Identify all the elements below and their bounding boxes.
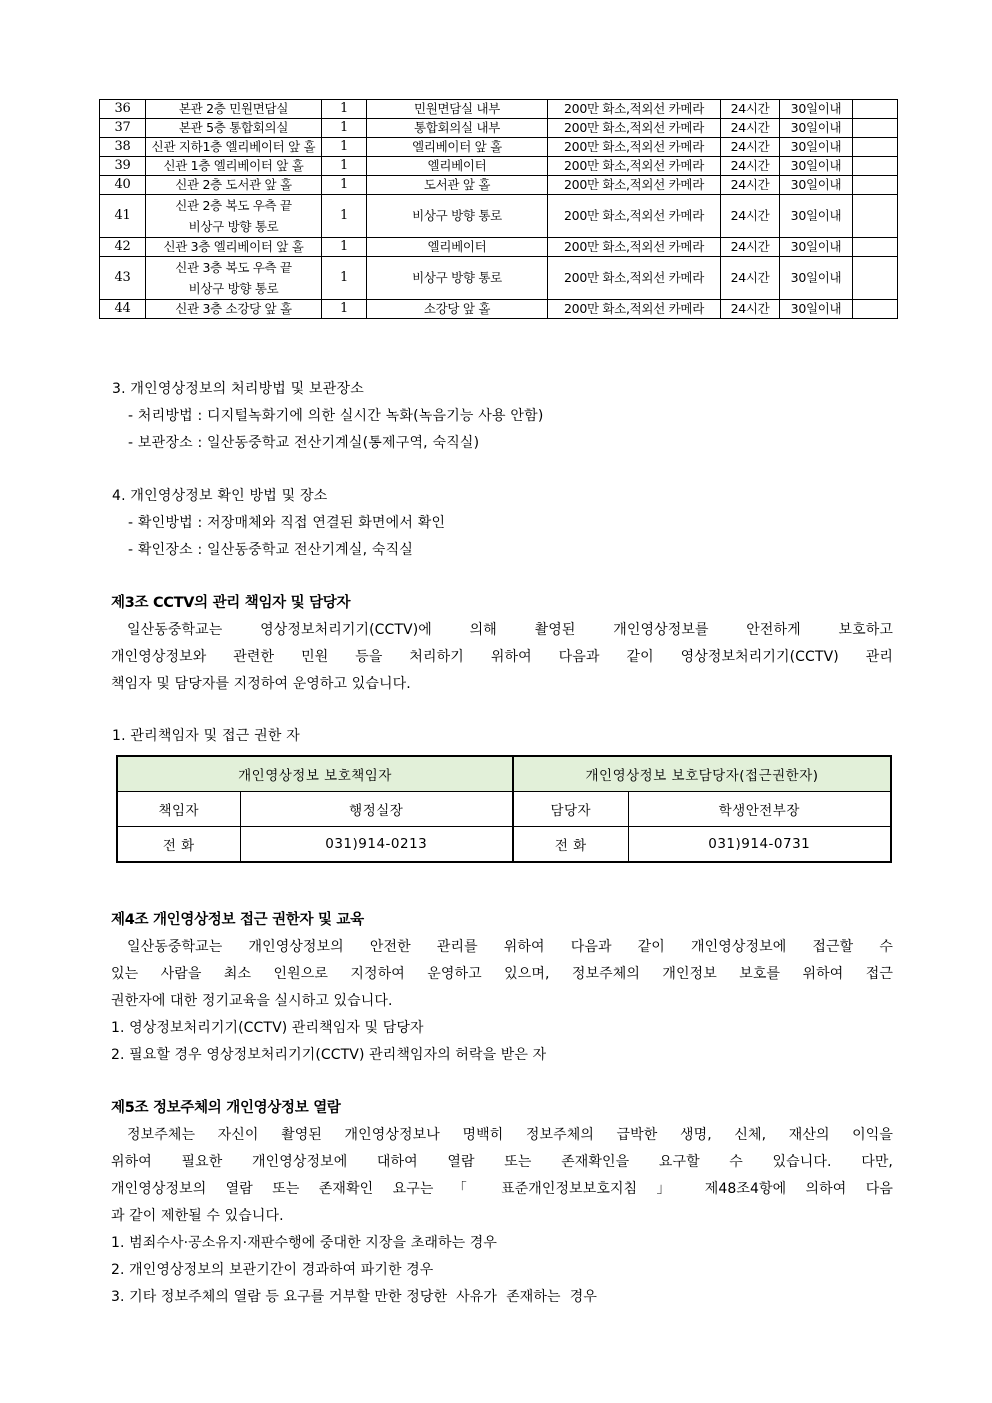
camera-count: 1 xyxy=(322,157,367,176)
camera-count: 1 xyxy=(322,176,367,195)
camera-note xyxy=(853,138,898,157)
camera-spec: 200만 화소,적외선 카메라 xyxy=(548,176,721,195)
section-4-item: - 확인방법 : 저장매체와 직접 연결된 화면에서 확인 xyxy=(128,515,446,531)
camera-location xyxy=(146,195,322,238)
camera-note xyxy=(853,300,898,319)
article-5-heading: 제5조 정보주체의 개인영상정보 열람 xyxy=(111,1100,341,1116)
protection-manager-header: 개인영상정보 보호담당자(접근권한자) xyxy=(513,756,891,792)
table-row xyxy=(100,238,898,257)
retention-period: 30일이내 xyxy=(780,238,853,257)
manager-phone: 031)914-0731 xyxy=(628,827,891,863)
camera-spec: 200만 화소,적외선 카메라 xyxy=(548,119,721,138)
retention-period: 30일이내 xyxy=(780,176,853,195)
camera-count: 1 xyxy=(322,195,367,238)
retention-period: 30일이내 xyxy=(780,119,853,138)
operating-hours: 24시간 xyxy=(721,195,780,238)
camera-location: 본관 2층 민원면담실 xyxy=(146,100,322,119)
retention-period: 30일이내 xyxy=(780,257,853,300)
camera-coverage-area: 민원면담실 내부 xyxy=(367,100,548,119)
camera-coverage-area: 비상구 방향 통로 xyxy=(367,195,548,238)
camera-count: 1 xyxy=(322,138,367,157)
retention-period: 30일이내 xyxy=(780,300,853,319)
operating-hours: 24시간 xyxy=(721,157,780,176)
camera-spec: 200만 화소,적외선 카메라 xyxy=(548,157,721,176)
camera-coverage-area: 도서관 앞 홀 xyxy=(367,176,548,195)
table-row xyxy=(100,300,898,319)
camera-number: 39 xyxy=(100,157,146,176)
article-5 xyxy=(111,1095,893,1311)
camera-number: 37 xyxy=(100,119,146,138)
camera-location: 신관 지하1층 엘리베이터 앞 홀 xyxy=(146,138,322,157)
camera-location: 신관 3층 소강당 앞 홀 xyxy=(146,300,322,319)
section-4-item: - 확인장소 : 일산동중학교 전산기계실, 숙직실 xyxy=(128,542,414,558)
camera-spec: 200만 화소,적외선 카메라 xyxy=(548,300,721,319)
camera-location-line: 신관 3층 복도 우측 끝 xyxy=(175,260,292,275)
table-row xyxy=(100,257,898,300)
article-4-body-line: 있는 사람을 최소 인원으로 지정하여 운영하고 있으며, 정보주체의 개인정보 보호를 위하여 접근 xyxy=(111,966,893,982)
camera-location: 신관 3층 엘리베이터 앞 홀 xyxy=(146,238,322,257)
article-3-heading: 제3조 CCTV의 관리 책임자 및 담당자 xyxy=(111,595,351,611)
section-3-title: 3. 개인영상정보의 처리방법 및 보관장소 xyxy=(112,381,364,397)
camera-spec: 200만 화소,적외선 카메라 xyxy=(548,138,721,157)
manager-value: 학생안전부장 xyxy=(628,792,891,827)
officer-label: 책임자 xyxy=(117,792,240,827)
article-4-item: 2. 필요할 경우 영상정보처리기기(CCTV) 관리책임자의 허락을 받은 자 xyxy=(111,1047,547,1063)
section-4-verification xyxy=(112,483,445,564)
article-4-body-line: 권한자에 대한 정기교육을 실시하고 있습니다. xyxy=(111,993,393,1009)
protection-officer-header: 개인영상정보 보호책임자 xyxy=(117,756,513,792)
camera-count: 1 xyxy=(322,238,367,257)
officer-value: 행정실장 xyxy=(240,792,513,827)
camera-coverage-area: 엘리베이터 앞 홀 xyxy=(367,138,548,157)
retention-period: 30일이내 xyxy=(780,100,853,119)
camera-count: 1 xyxy=(322,100,367,119)
article-5-body-line: 개인영상정보의 열람 또는 존재확인 요구는 「 표준개인정보보호지침 」 제48조4항에 의하여 다음 xyxy=(111,1181,893,1197)
article-5-item: 1. 범죄수사·공소유지·재판수행에 중대한 지장을 초래하는 경우 xyxy=(111,1235,498,1251)
camera-location: 신관 1층 엘리베이터 앞 홀 xyxy=(146,157,322,176)
section-3-item: - 보관장소 : 일산동중학교 전산기계실(통제구역, 숙직실) xyxy=(128,435,480,451)
camera-count: 1 xyxy=(322,300,367,319)
article-3-subheading: 1. 관리책임자 및 접근 권한 자 xyxy=(112,728,300,744)
camera-count: 1 xyxy=(322,257,367,300)
section-3-item: - 처리방법 : 디지털녹화기에 의한 실시간 녹화(녹음기능 사용 안함) xyxy=(128,408,544,424)
retention-period: 30일이내 xyxy=(780,157,853,176)
article-3-body-line: 책임자 및 담당자를 지정하여 운영하고 있습니다. xyxy=(111,676,411,692)
camera-note xyxy=(853,195,898,238)
camera-number: 41 xyxy=(100,195,146,238)
operating-hours: 24시간 xyxy=(721,100,780,119)
camera-coverage-area: 엘리베이터 xyxy=(367,157,548,176)
operating-hours: 24시간 xyxy=(721,176,780,195)
camera-number: 42 xyxy=(100,238,146,257)
manager-label: 담당자 xyxy=(513,792,628,827)
article-5-body-line: 정보주체는 자신이 촬영된 개인영상정보나 명백히 정보주체의 급박한 생명, 신체, 재산의 이익을 xyxy=(127,1127,893,1143)
section-3-processing xyxy=(112,376,544,457)
camera-note xyxy=(853,119,898,138)
camera-number: 40 xyxy=(100,176,146,195)
camera-coverage-area: 비상구 방향 통로 xyxy=(367,257,548,300)
camera-location: 신관 2층 도서관 앞 홀 xyxy=(146,176,322,195)
operating-hours: 24시간 xyxy=(721,257,780,300)
camera-note xyxy=(853,100,898,119)
camera-number: 38 xyxy=(100,138,146,157)
camera-note xyxy=(853,157,898,176)
table-row xyxy=(100,100,898,119)
article-4-item: 1. 영상정보처리기기(CCTV) 관리책임자 및 담당자 xyxy=(111,1020,424,1036)
camera-coverage-area: 소강당 앞 홀 xyxy=(367,300,548,319)
camera-number: 36 xyxy=(100,100,146,119)
camera-number: 44 xyxy=(100,300,146,319)
table-row xyxy=(100,138,898,157)
camera-spec: 200만 화소,적외선 카메라 xyxy=(548,100,721,119)
camera-number: 43 xyxy=(100,257,146,300)
camera-spec: 200만 화소,적외선 카메라 xyxy=(548,195,721,238)
article-4-heading: 제4조 개인영상정보 접근 권한자 및 교육 xyxy=(111,912,364,928)
article-5-item: 3. 기타 정보주체의 열람 등 요구를 거부할 만한 정당한 사유가 존재하는 경우 xyxy=(111,1289,597,1305)
article-3-body-line: 개인영상정보와 관련한 민원 등을 처리하기 위하여 다음과 같이 영상정보처리기기(CCTV) 관리 xyxy=(111,649,893,665)
officer-phone-label: 전 화 xyxy=(117,827,240,863)
camera-note xyxy=(853,257,898,300)
camera-location: 본관 5층 통합회의실 xyxy=(146,119,322,138)
operating-hours: 24시간 xyxy=(721,119,780,138)
article-3-body-line: 일산동중학교는 영상정보처리기기(CCTV)에 의해 촬영된 개인영상정보를 안전하게 보호하고 xyxy=(127,622,893,638)
table-row xyxy=(100,119,898,138)
article-3 xyxy=(111,590,893,698)
article-5-body-line: 과 같이 제한될 수 있습니다. xyxy=(111,1208,284,1224)
table-row xyxy=(100,157,898,176)
camera-location-line: 신관 2층 복도 우측 끝 xyxy=(175,198,292,213)
officer-phone: 031)914-0213 xyxy=(240,827,513,863)
table-row xyxy=(100,176,898,195)
camera-coverage-area: 통합회의실 내부 xyxy=(367,119,548,138)
cctv-camera-table xyxy=(99,99,898,319)
camera-location-line: 비상구 방향 통로 xyxy=(188,281,279,296)
camera-count: 1 xyxy=(322,119,367,138)
article-4-body-line: 일산동중학교는 개인영상정보의 안전한 관리를 위하여 다음과 같이 개인영상정보에 접근할 수 xyxy=(127,939,893,955)
section-4-title: 4. 개인영상정보 확인 방법 및 장소 xyxy=(112,488,328,504)
camera-location xyxy=(146,257,322,300)
table-row xyxy=(100,195,898,238)
camera-spec: 200만 화소,적외선 카메라 xyxy=(548,238,721,257)
camera-coverage-area: 엘리베이터 xyxy=(367,238,548,257)
article-4 xyxy=(111,907,893,1069)
retention-period: 30일이내 xyxy=(780,138,853,157)
operating-hours: 24시간 xyxy=(721,138,780,157)
camera-location-line: 비상구 방향 통로 xyxy=(188,219,279,234)
camera-note xyxy=(853,238,898,257)
manager-phone-label: 전 화 xyxy=(513,827,628,863)
article-5-item: 2. 개인영상정보의 보관기간이 경과하여 파기한 경우 xyxy=(111,1262,434,1278)
camera-note xyxy=(853,176,898,195)
operating-hours: 24시간 xyxy=(721,238,780,257)
manager-table xyxy=(116,755,892,863)
operating-hours: 24시간 xyxy=(721,300,780,319)
camera-spec: 200만 화소,적외선 카메라 xyxy=(548,257,721,300)
retention-period: 30일이내 xyxy=(780,195,853,238)
article-5-body-line: 위하여 필요한 개인영상정보에 대하여 열람 또는 존재확인을 요구할 수 있습니다. 다만, xyxy=(111,1154,893,1170)
